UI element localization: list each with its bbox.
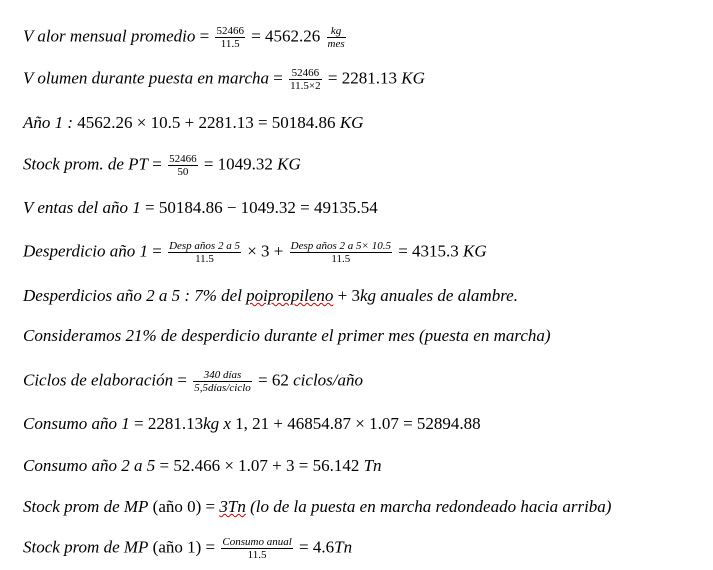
label: Consumo año 1 (23, 414, 130, 433)
statement-desperdicios-2-5: Desperdicios año 2 a 5 : 7% del poipropileno + 3kg anuales de alambre. (23, 286, 518, 305)
label: Stock prom. de PT (23, 154, 148, 174)
label: V entas del año 1 (23, 198, 141, 217)
equation-ano-1: Año 1 : 4562.26 × 10.5 + 2281.13 = 50184.86 KG (23, 113, 364, 132)
misspelled-word: 3Tn (219, 497, 246, 516)
equation-volumen-puesta-marcha: V olumen durante puesta en marcha = $\frac{52466}{11.5\times 2}$ = 2281.13 KG (23, 67, 425, 92)
statement-consideramos: Consideramos 21% de desperdicio durante el primer mes (puesta en marcha) (23, 326, 551, 345)
equation-valor-mensual: V alor mensual promedio = $\frac{52466}{11.5}$ = 4562.26 $\frac{kg}{\text{mes}}$ (23, 25, 345, 50)
fraction: $\frac{\text{Desp años 2 a 5× 10.5}}{11.5}$ (290, 240, 391, 265)
label: Stock prom de MP (23, 497, 149, 516)
unit-fraction: $\frac{kg}{\text{mes}}$ (327, 25, 345, 50)
label: Desperdicio año 1 (23, 241, 148, 261)
label: Ciclos de elaboración (23, 370, 174, 390)
label: V olumen durante puesta en marcha (23, 68, 269, 88)
equation-stock-mp-ano-1: Stock prom de MP (año 1) = $\frac{\text{Consumo anual}}{11.5}$ = 4.6Tn (23, 536, 353, 561)
label: Stock prom de MP (23, 537, 149, 557)
label: Año 1 : (23, 113, 74, 132)
fraction: $\frac{\text{340 días}}{\text{5,5días/ciclo}}$ (194, 369, 251, 394)
equation-ciclos: Ciclos de elaboración = $\frac{\text{340 días}}{\text{5,5días/ciclo}}$ = 62 ciclos/año (23, 369, 364, 394)
label: Consumo año 2 a 5 (23, 456, 156, 475)
equation-desperdicio-ano-1: Desperdicio año 1 = $\frac{\text{Desp años 2 a 5}}{11.5}$ × 3 + $\frac{\text{Desp años 2 a 5× 10.5}}{11.5}$ = 4315.3 KG (23, 240, 487, 265)
fraction: $\frac{52466}{11.5}$ (216, 25, 244, 50)
fraction: $\frac{52466}{50}$ (169, 153, 197, 178)
equation-ventas-ano-1: V entas del año 1 = 50184.86 − 1049.32 = 49135.54 (23, 198, 378, 217)
misspelled-word: poipropileno (246, 286, 334, 305)
label: V alor mensual promedio (23, 26, 196, 46)
equation-consumo-ano-1: Consumo año 1 = 2281.13kg x 1, 21 + 46854.87 × 1.07 = 52894.88 (23, 414, 481, 433)
fraction: $\frac{\text{Consumo anual}}{11.5}$ (222, 536, 292, 561)
fraction: $\frac{52466}{11.5\times 2}$ (290, 67, 321, 92)
fraction: $\frac{\text{Desp años 2 a 5}}{11.5}$ (169, 240, 240, 265)
equation-stock-mp-ano-0: Stock prom de MP (año 0) = 3Tn (lo de la puesta en marcha redondeado hacia arriba) (23, 497, 612, 516)
equation-consumo-ano-2-5: Consumo año 2 a 5 = 52.466 × 1.07 + 3 = 56.142 Tn (23, 456, 382, 475)
equation-stock-pt: Stock prom. de PT = $\frac{52466}{50}$ = 1049.32 KG (23, 153, 301, 178)
